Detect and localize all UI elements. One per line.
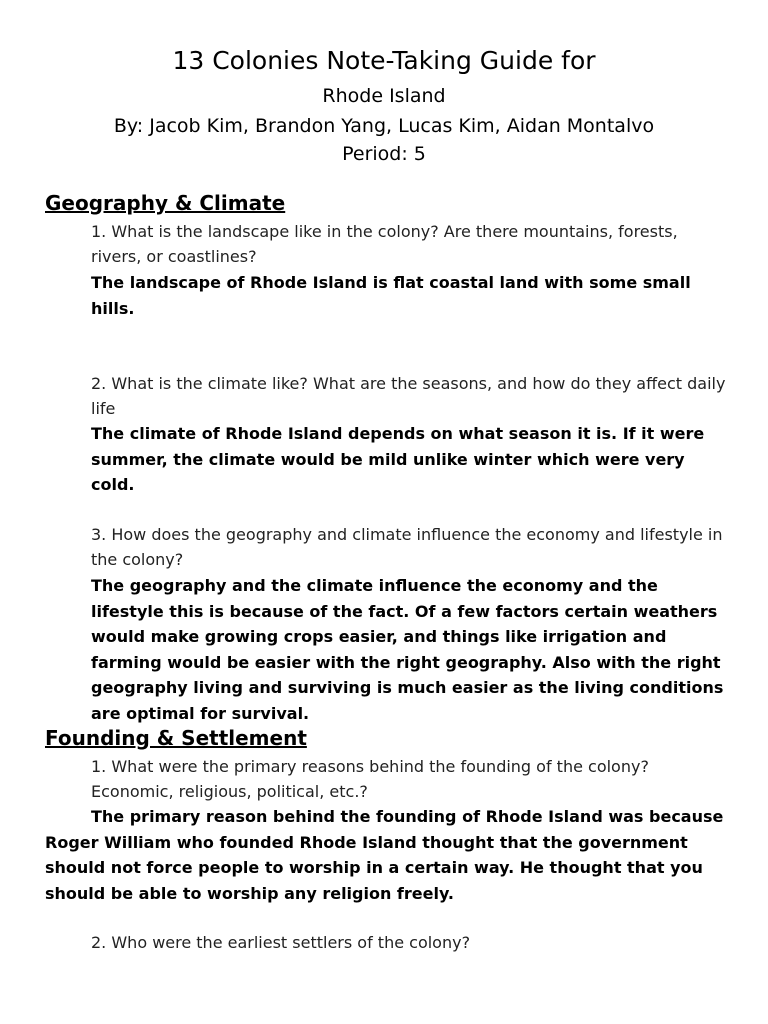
question-geography-3: 3. How does the geography and climate influence the economy and lifestyle in the colony? — [91, 525, 723, 569]
answer-geography-3: The geography and the climate influence the economy and the lifestyle this is because of the fact. Of a few factors certain weathers would make growing crops easier, and things like irrigation and farming would be easier with the right geography. Also with the right geography living and surviving is much easier as the living conditions are optimal for survival. — [91, 576, 724, 723]
authors-line: By: Jacob Kim, Brandon Yang, Lucas Kim, Aidan Montalvo — [113, 115, 655, 137]
question-founding-1: 1. What were the primary reasons behind the founding of the colony? Economic, religious, political, etc.? — [91, 757, 649, 801]
page-title: 13 Colonies Note-Taking Guide for — [172, 46, 596, 75]
section-heading-geography: Geography & Climate — [45, 191, 286, 215]
period-line: Period: 5 — [342, 143, 426, 165]
answer-geography-1: The landscape of Rhode Island is flat coastal land with some small hills. — [91, 273, 691, 318]
question-geography-2: 2. What is the climate like? What are the seasons, and how do they affect daily life — [91, 374, 726, 418]
answer-geography-2: The climate of Rhode Island depends on what season it is. If it were summer, the climate would be mild unlike winter which were very cold. — [91, 424, 705, 494]
colony-name: Rhode Island — [322, 85, 446, 107]
question-geography-1: 1. What is the landscape like in the colony? Are there mountains, forests, rivers, or coastlines? — [91, 222, 678, 266]
question-founding-2: 2. Who were the earliest settlers of the colony? — [91, 933, 471, 952]
section-heading-founding: Founding & Settlement — [45, 726, 307, 750]
answer-founding-1: The primary reason behind the founding of Rhode Island was because Roger William who founded Rhode Island thought that the government should not force people to worship in a certain way. He thought that you should be able to worship any religion freely. — [45, 807, 724, 903]
